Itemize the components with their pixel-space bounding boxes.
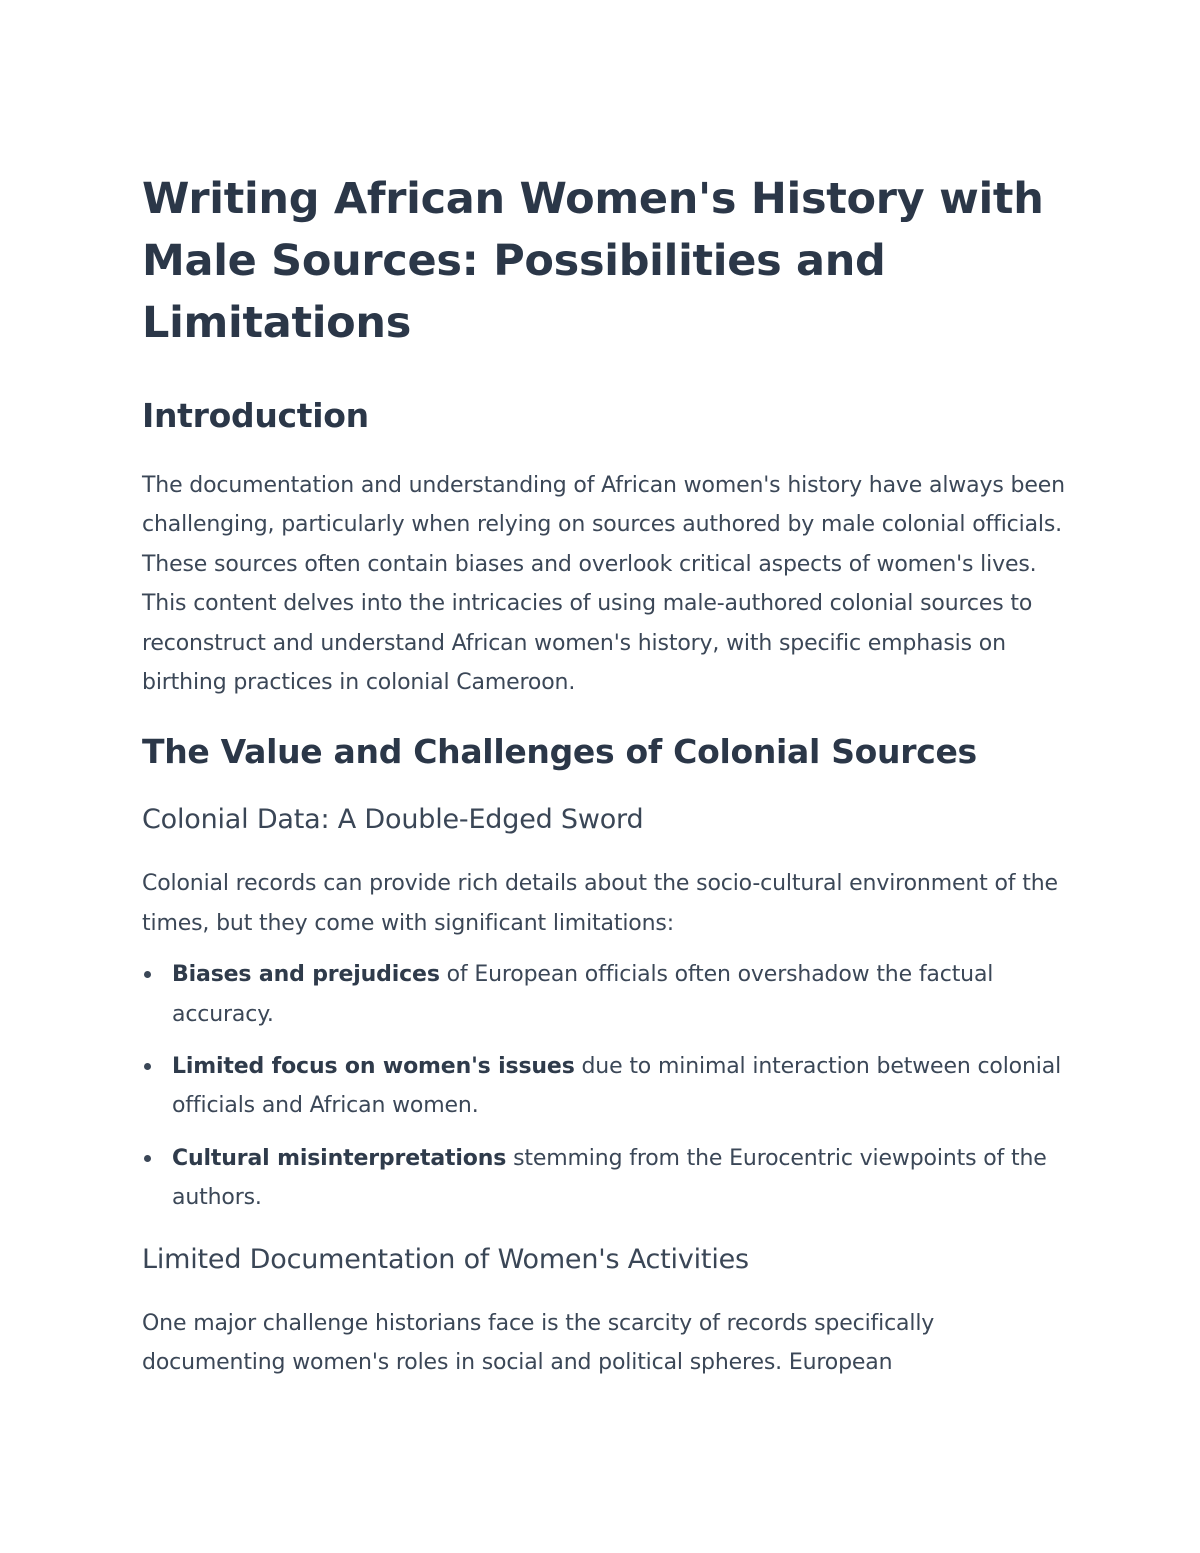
list-item [142,1139,1067,1218]
bullet-icon [144,971,151,978]
limitations-list [142,955,1067,1217]
colonial-data-paragraph: Colonial records can provide rich details about the socio-cultural environment of the times, but they come with significant limitations: [142,871,1058,936]
list-item [142,955,1067,1034]
list-item-text: stemming from the Eurocentric viewpoints of the authors. [172,1145,1047,1211]
list-item [142,1047,1067,1126]
list-item-bold: Biases and prejudices [172,962,440,988]
value-challenges-heading: The Value and Challenges of Colonial Sources [142,732,977,772]
introduction-heading: Introduction [142,396,369,435]
document-page [142,168,1067,1383]
bullet-icon [144,1155,151,1162]
list-item-bold: Limited focus on women's issues [172,1054,575,1080]
limited-documentation-paragraph: One major challenge historians face is the scarcity of records specifically documenting women's roles in social and political spheres. European [142,1310,935,1376]
document-title: Writing African Women's History with Male Sources: Possibilities and Limitations [142,174,1044,348]
list-item-bold: Cultural misinterpretations [172,1145,507,1171]
limited-documentation-subheading: Limited Documentation of Women's Activities [142,1243,749,1275]
bullet-icon [144,1063,151,1070]
list-item-text: due to minimal interaction between colonial officials and African women. [172,1054,1062,1119]
list-item-text: of European officials often overshadow the factual accuracy. [172,962,994,1027]
introduction-paragraph: The documentation and understanding of African women's history have always been challenging, particularly when relying on sources authored by male colonial officials. These sources often contain biases and overlook critical aspects of women's lives. This content delves into the intricacies of using male-authored colonial sources to reconstruct and understand African women's history, with specific emphasis on birthing practices in colonial Cameroon. [142,473,1065,696]
colonial-data-subheading: Colonial Data: A Double-Edged Sword [142,804,644,836]
